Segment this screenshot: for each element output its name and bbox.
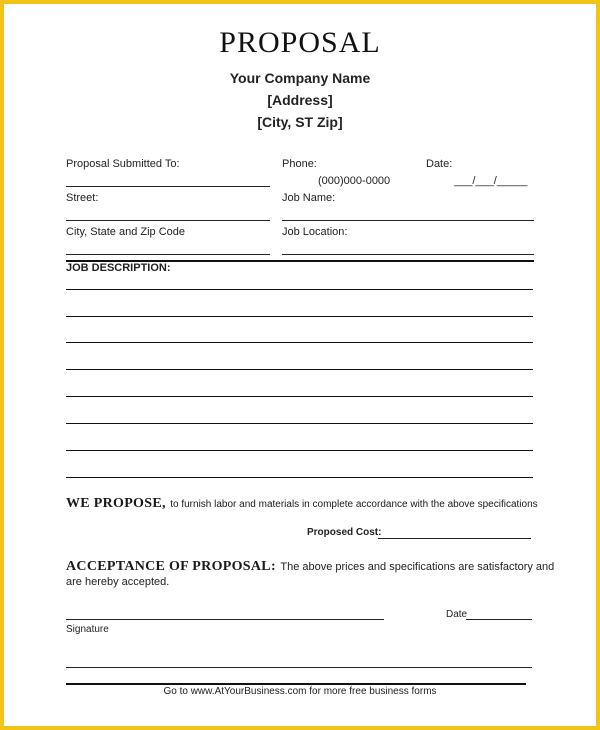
submitted-to-label: Proposal Submitted To: xyxy=(66,158,180,170)
propose-statement xyxy=(66,494,538,512)
date-field[interactable]: ___/___/_____ xyxy=(454,175,528,187)
phone-label: Phone: xyxy=(282,158,317,170)
date-label: Date: xyxy=(426,158,453,170)
job-description-label: JOB DESCRIPTION: xyxy=(66,262,171,274)
job-name-label: Job Name: xyxy=(282,192,336,204)
acceptance-statement xyxy=(66,557,555,575)
acceptance-heading: ACCEPTANCE OF PROPOSAL: xyxy=(66,559,276,574)
acceptance-text-line1: The above prices and specifications are satisfactory and xyxy=(280,561,555,573)
propose-text: to furnish labor and materials in complete accordance with the above specifications xyxy=(170,499,538,510)
job-name-field[interactable] xyxy=(282,220,534,221)
document-page xyxy=(4,4,596,726)
job-description-line[interactable] xyxy=(66,316,533,317)
company-address: [Address] xyxy=(267,92,333,108)
job-description-line[interactable] xyxy=(66,423,533,424)
acceptance-text-line2: are hereby accepted. xyxy=(66,576,170,588)
proposed-cost-label: Proposed Cost: xyxy=(307,527,382,538)
page-title: PROPOSAL xyxy=(219,26,381,59)
city-field[interactable] xyxy=(66,254,270,255)
job-description-line[interactable] xyxy=(66,342,533,343)
street-label: Street: xyxy=(66,192,99,204)
company-name: Your Company Name xyxy=(229,70,371,86)
signature-label: Signature xyxy=(66,624,109,635)
street-field[interactable] xyxy=(66,220,270,221)
propose-heading: WE PROPOSE, xyxy=(66,496,166,511)
job-location-label: Job Location: xyxy=(282,226,348,238)
job-description-line[interactable] xyxy=(66,477,533,478)
company-city: [City, ST Zip] xyxy=(257,114,343,130)
job-description-line[interactable] xyxy=(66,369,533,370)
submitted-to-field[interactable] xyxy=(66,186,270,187)
phone-value[interactable]: (000)000-0000 xyxy=(318,175,391,187)
footer-text: Go to www.AtYourBusiness.com for more free business forms xyxy=(163,686,437,697)
footer-divider xyxy=(66,683,526,685)
job-description-line[interactable] xyxy=(66,289,533,290)
job-location-field[interactable] xyxy=(282,254,534,255)
job-description-line[interactable] xyxy=(66,396,533,397)
proposed-cost-field[interactable] xyxy=(378,538,531,539)
signature-field-2[interactable] xyxy=(66,667,532,668)
acceptance-date-label: Date xyxy=(446,609,468,620)
signature-field[interactable] xyxy=(66,619,384,620)
city-label: City, State and Zip Code xyxy=(66,226,186,238)
acceptance-date-field[interactable] xyxy=(466,619,532,620)
job-description-line[interactable] xyxy=(66,450,533,451)
